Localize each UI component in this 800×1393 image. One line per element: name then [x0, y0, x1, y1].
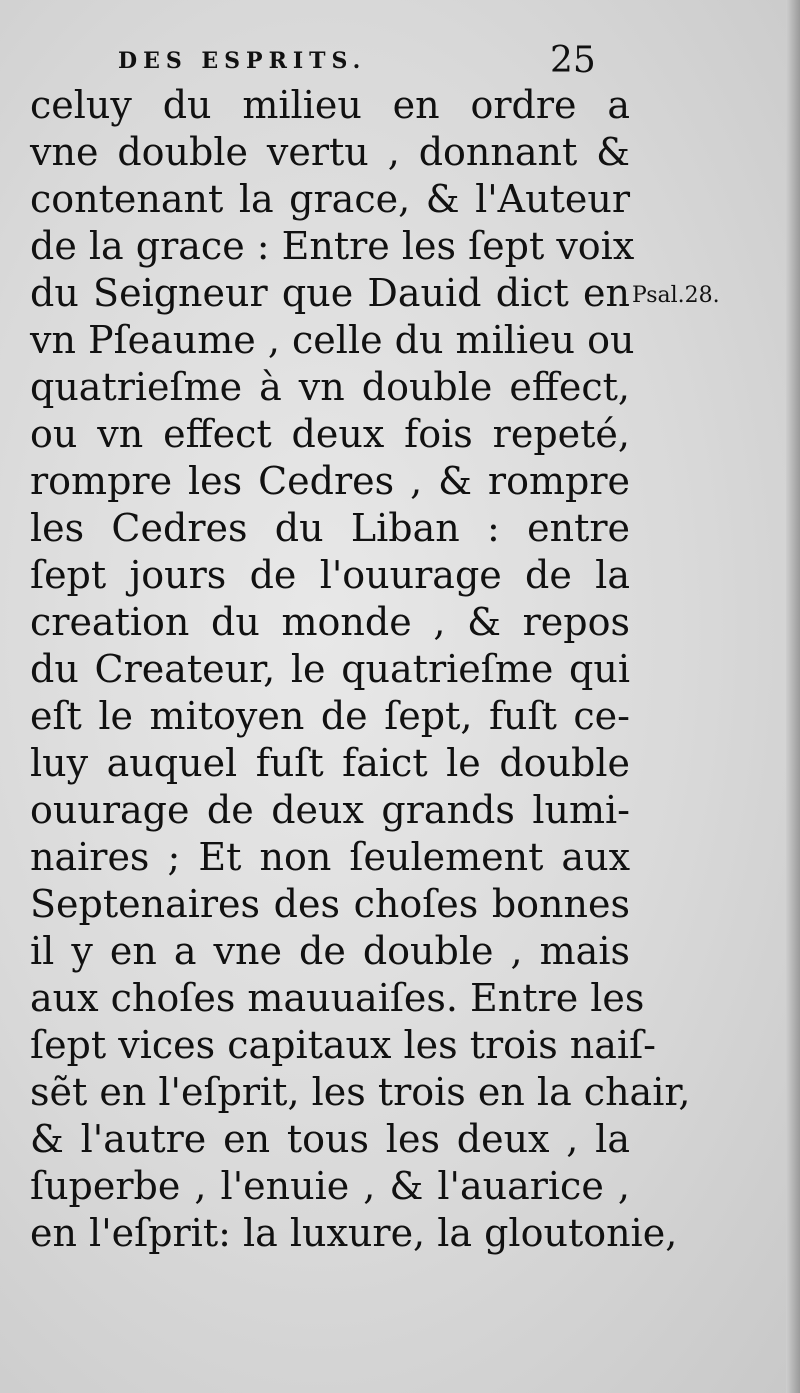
text-line: naires ; Et non ſeulement aux	[30, 835, 630, 879]
text-line: les Cedres du Liban : entre	[30, 506, 630, 550]
text-line: sẽt en l'eſprit, les trois en la chair,	[30, 1070, 691, 1114]
text-line: vn Pſeaume , celle du milieu ou	[30, 318, 635, 362]
text-line: ouurage de deux grands lumi-	[30, 788, 630, 832]
text-line: aux choſes mauuaiſes. Entre les	[30, 976, 645, 1020]
running-title: DES ESPRITS.	[118, 48, 367, 74]
page-number: 25	[550, 40, 596, 81]
text-line: quatrieſme à vn double effect,	[30, 365, 630, 409]
text-line: luy auquel fuſt faict le double	[30, 741, 630, 785]
text-line: du Createur, le quatrieſme qui	[30, 647, 630, 691]
page-header	[118, 40, 618, 88]
text-line: ſept jours de l'ouurage de la	[30, 553, 630, 597]
text-line: celuy du milieu en ordre a	[30, 83, 630, 127]
text-line: ſept vices capitaux les trois naiſ-	[30, 1023, 656, 1067]
text-line: & l'autre en tous les deux , la	[30, 1117, 630, 1161]
text-line: il y en a vne de double , mais	[30, 929, 630, 973]
text-line: du Seigneur que Dauid dict en	[30, 271, 630, 315]
text-line: Septenaires des choſes bonnes	[30, 882, 630, 926]
text-line: de la grace : Entre les ſept voix	[30, 224, 635, 268]
text-line: en l'eſprit: la luxure, la gloutonie,	[30, 1211, 678, 1255]
margin-note: Psal.28.	[632, 283, 720, 308]
text-line: vne double vertu , donnant &	[30, 130, 630, 174]
text-line: contenant la grace, & l'Auteur	[30, 177, 630, 221]
text-line: creation du monde , & repos	[30, 600, 630, 644]
text-line: ou vn effect deux fois repeté,	[30, 412, 630, 456]
text-line: ſuperbe , l'enuie , & l'auarice ,	[30, 1164, 630, 1208]
page-edge-shadow	[786, 0, 800, 1393]
text-line: eſt le mitoyen de ſept, fuſt ce-	[30, 694, 630, 738]
text-line: rompre les Cedres , & rompre	[30, 459, 630, 503]
